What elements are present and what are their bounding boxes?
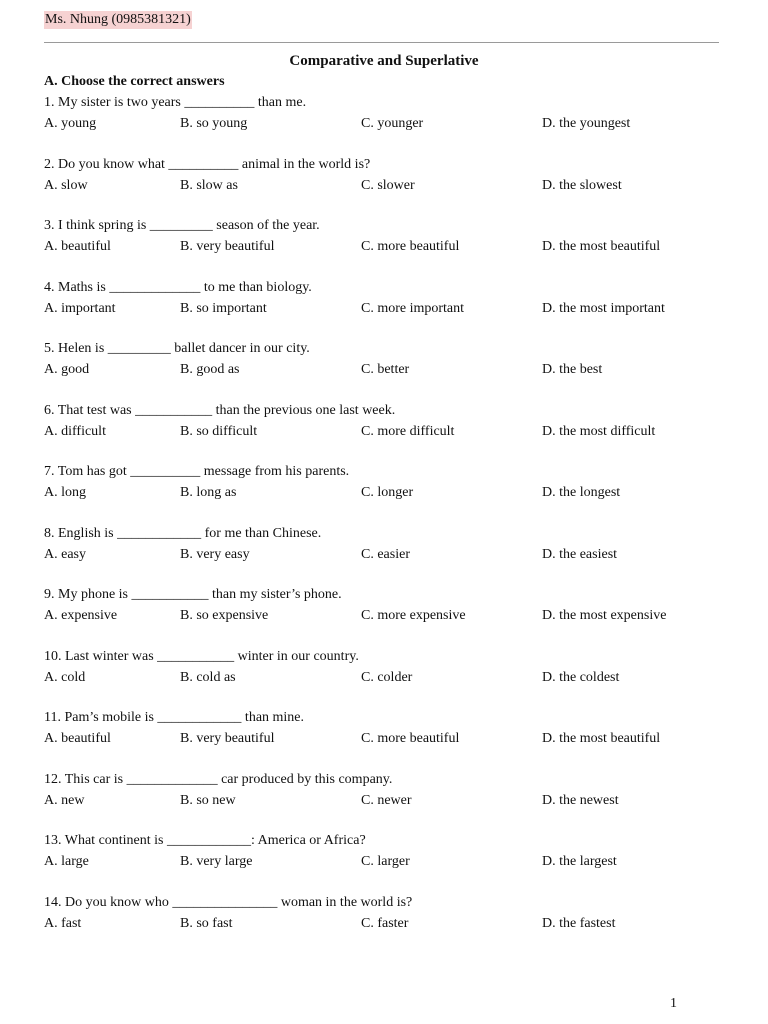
answer-option-d: D. the coldest [542,670,620,685]
answer-option-a: A. easy [44,547,86,562]
answer-option-c: C. more important [361,301,465,316]
question-item [44,709,734,751]
answer-option-b: B. very beautiful [180,239,275,254]
answer-option-a: A. large [44,854,89,869]
answer-option-c: C. slower [361,178,415,193]
answer-option-d: D. the most beautiful [542,731,661,746]
answer-option-d: D. the easiest [542,547,618,562]
answer-option-d: D. the largest [542,854,617,869]
question-stem: 9. My phone is ___________ than my sister’s phone. [44,587,342,602]
answer-option-c: C. colder [361,670,413,685]
answer-option-c: C. younger [361,116,424,131]
question-stem: 3. I think spring is _________ season of the year. [44,218,320,233]
author-contact: Ms. Nhung (0985381321) [45,12,191,27]
answer-option-b: B. so important [180,301,267,316]
question-item [44,648,734,690]
question-item [44,586,734,628]
answer-option-b: B. slow as [180,178,238,193]
header-divider [44,42,719,43]
answer-option-b: B. so expensive [180,608,269,623]
answer-option-b: B. long as [180,485,237,500]
question-item [44,463,734,505]
answer-option-b: B. so young [180,116,248,131]
answer-option-b: B. so fast [180,916,233,931]
answer-option-d: D. the most beautiful [542,239,661,254]
answer-option-c: C. more beautiful [361,239,460,254]
answer-option-d: D. the longest [542,485,621,500]
answer-option-b: B. good as [180,362,240,377]
question-item [44,217,734,259]
question-item [44,279,734,321]
answer-option-a: A. long [44,485,86,500]
answer-option-c: C. larger [361,854,410,869]
question-stem: 5. Helen is _________ ballet dancer in our city. [44,341,310,356]
answer-option-d: D. the most expensive [542,608,667,623]
question-item [44,156,734,198]
answer-option-a: A. new [44,793,85,808]
question-stem: 4. Maths is _____________ to me than biology. [44,280,312,295]
question-item [44,94,734,136]
question-stem: 7. Tom has got __________ message from his parents. [44,464,350,479]
answer-option-c: C. better [361,362,410,377]
question-item [44,340,734,382]
answer-option-d: D. the slowest [542,178,622,193]
answer-option-a: A. fast [44,916,82,931]
answer-option-d: D. the fastest [542,916,616,931]
page-title: Comparative and Superlative [289,53,479,69]
answer-option-b: B. cold as [180,670,236,685]
answer-option-a: A. young [44,116,97,131]
answer-option-c: C. easier [361,547,410,562]
answer-option-b: B. very easy [180,547,250,562]
answer-option-b: B. so difficult [180,424,258,439]
section-heading: A. Choose the correct answers [44,74,225,89]
question-stem: 12. This car is _____________ car produced by this company. [44,772,393,787]
page-number: 1 [670,996,677,1011]
question-item [44,771,734,813]
answer-option-b: B. so new [180,793,236,808]
answer-option-b: B. very beautiful [180,731,275,746]
question-item [44,525,734,567]
question-stem: 2. Do you know what __________ animal in the world is? [44,157,371,172]
answer-option-c: C. longer [361,485,414,500]
question-stem: 14. Do you know who _______________ woman in the world is? [44,895,413,910]
answer-option-a: A. cold [44,670,86,685]
answer-option-a: A. slow [44,178,88,193]
answer-option-b: B. very large [180,854,253,869]
answer-option-d: D. the most important [542,301,665,316]
question-item [44,832,734,874]
answer-option-c: C. more beautiful [361,731,460,746]
answer-option-c: C. newer [361,793,412,808]
answer-option-c: C. more difficult [361,424,455,439]
question-item [44,402,734,444]
answer-option-c: C. more expensive [361,608,466,623]
question-item [44,894,734,936]
answer-option-d: D. the newest [542,793,619,808]
answer-option-d: D. the best [542,362,603,377]
answer-option-a: A. good [44,362,90,377]
question-stem: 13. What continent is ____________: America or Africa? [44,833,366,848]
question-stem: 11. Pam’s mobile is ____________ than mine. [44,710,305,725]
question-stem: 1. My sister is two years __________ than me. [44,95,307,110]
question-stem: 8. English is ____________ for me than Chinese. [44,526,322,541]
answer-option-d: D. the youngest [542,116,631,131]
answer-option-a: A. beautiful [44,239,111,254]
question-stem: 6. That test was ___________ than the previous one last week. [44,403,396,418]
answer-option-a: A. expensive [44,608,118,623]
answer-option-c: C. faster [361,916,409,931]
answer-option-a: A. beautiful [44,731,111,746]
answer-option-a: A. difficult [44,424,106,439]
answer-option-d: D. the most difficult [542,424,656,439]
question-stem: 10. Last winter was ___________ winter in our country. [44,649,359,664]
answer-option-a: A. important [44,301,116,316]
